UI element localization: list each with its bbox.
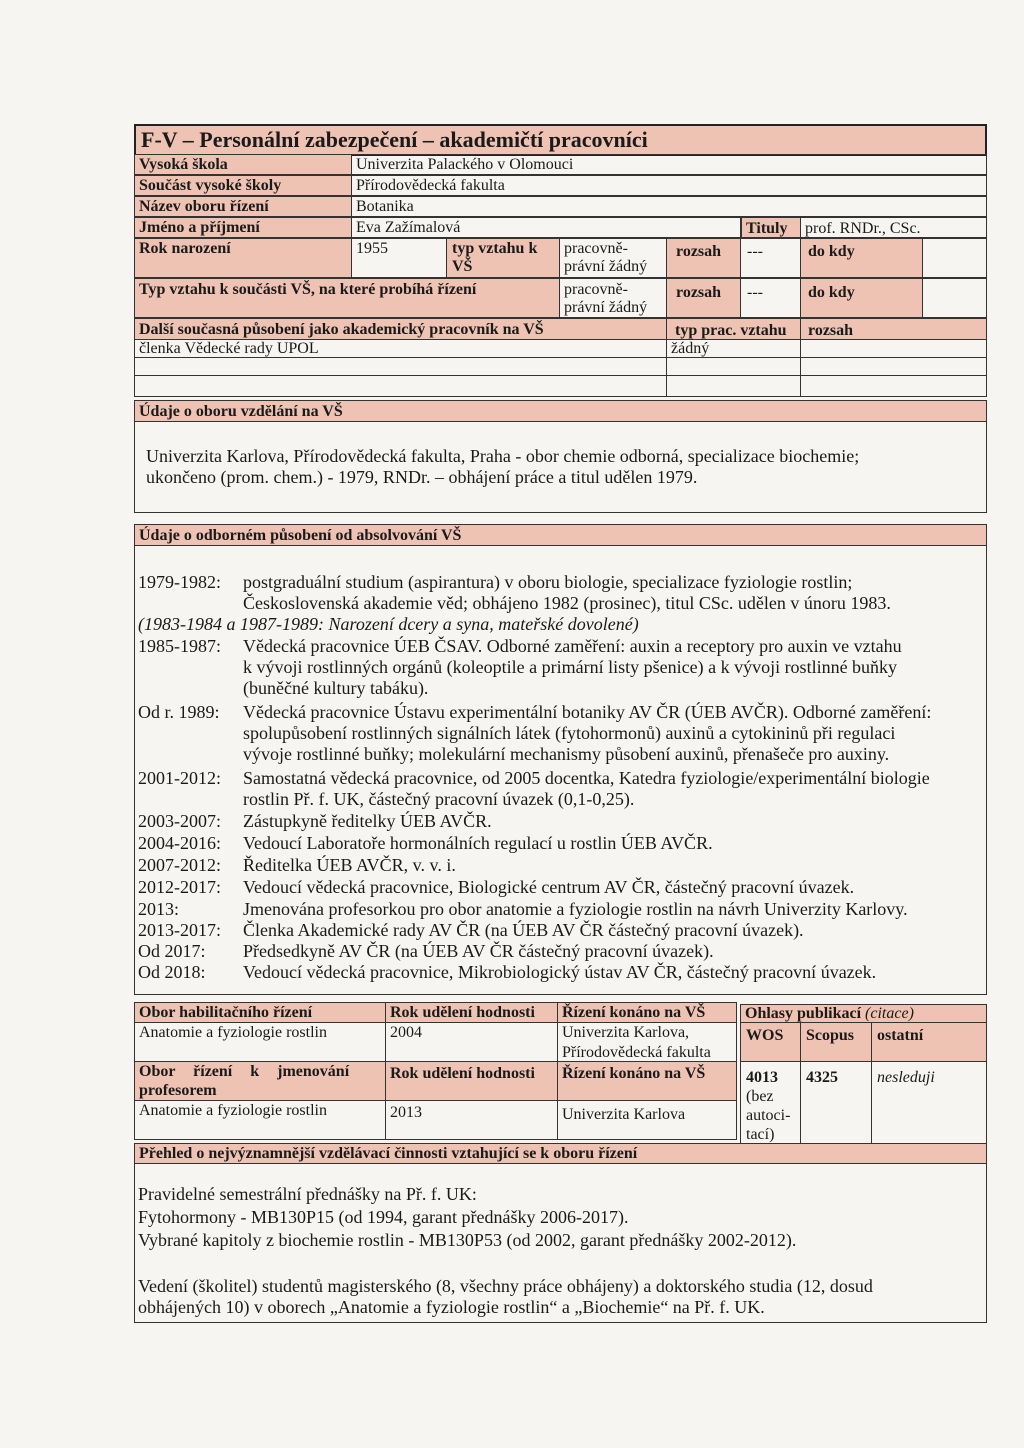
value-soucast: Přírodovědecká fakulta xyxy=(356,177,505,194)
entry-year: 2004-2016: xyxy=(138,833,221,853)
section-title-vzdelani: Údaje o oboru vzdělání na VŠ xyxy=(139,403,343,420)
value-typ-vztahu-vs-2: právní žádný xyxy=(564,258,648,275)
label-rozsah-2: rozsah xyxy=(676,284,722,301)
ohlasy-label-ostatni: ostatní xyxy=(877,1027,924,1044)
label-obor: Název oboru řízení xyxy=(139,198,269,215)
value-rozsah-1: --- xyxy=(747,243,763,260)
label-rozsah-3: rozsah xyxy=(808,322,854,339)
entry-year: 2013-2017: xyxy=(138,920,221,940)
entry-2007 xyxy=(138,855,983,876)
jmen-value-obor: Anatomie a fyziologie rostlin xyxy=(139,1102,327,1119)
entry-text: Jmenována profesorkou pro obor anatomie a fyziologie rostlin na návrh Univerzity Karlovy. xyxy=(243,899,908,919)
entry-text: Samostatná vědecká pracovnice, od 2005 docentka, Katedra fyziologie/experimentální biologie xyxy=(243,768,930,788)
prehled-line-4: Vedení (školitel) studentů magisterského (8, všechny práce obhájeny) a doktorského studia (12, dosud xyxy=(138,1276,873,1296)
hab-value-rok: 2004 xyxy=(390,1024,422,1041)
value-vysoka-skola: Univerzita Palackého v Olomouci xyxy=(356,156,574,173)
label-rozsah-1: rozsah xyxy=(676,243,722,260)
entry-year: 1979-1982: xyxy=(138,572,221,592)
jmen-value-rizeni: Univerzita Karlova xyxy=(562,1106,686,1123)
ohlasy-header-main: Ohlasy publikací xyxy=(745,1005,862,1022)
section-title-prehled: Přehled o nejvýznamnější vzdělávací činnosti vztahující se k oboru řízení xyxy=(139,1145,638,1162)
entry-2004 xyxy=(138,833,983,854)
entry-year: Od r. 1989: xyxy=(138,702,220,722)
value-dalsi: členka Vědecké rady UPOL xyxy=(139,340,319,357)
entry-year: 2007-2012: xyxy=(138,855,221,875)
entry-year: 2001-2012: xyxy=(138,768,221,788)
entry-text: k vývoji rostlinných orgánů (koleoptile a primární listy pšenice) a k vývoji rostlinné buňky xyxy=(243,657,898,677)
row-dalsi-2-b xyxy=(666,357,801,376)
hab-label-obor: Obor habilitačního řízení xyxy=(139,1004,313,1021)
value-typ-prac: žádný xyxy=(671,340,710,357)
value-cell-obor xyxy=(351,196,987,217)
label-soucast: Součást vysoké školy xyxy=(139,177,282,194)
jmen-label-obor-2: profesorem xyxy=(139,1082,217,1099)
ohlasy-label-scopus: Scopus xyxy=(806,1027,855,1044)
entry-2013 xyxy=(138,899,983,920)
entry-text: rostlin Př. f. UK, částečný pracovní úvazek (0,1-0,25). xyxy=(243,789,635,809)
entry-text: Vědecká pracovnice ÚEB ČSAV. Odborné zaměření: auxin a receptory pro auxin ve vztahu xyxy=(243,636,902,656)
ohlasy-note-wos-3: tací) xyxy=(746,1126,775,1143)
label-vysoka-skola: Vysoká škola xyxy=(139,156,228,173)
entry-text: postgraduální studium (aspirantura) v oboru biologie, specializace fyziologie rostlin; xyxy=(243,572,853,592)
value-tituly: prof. RNDr., CSc. xyxy=(805,220,921,237)
entry-2013-2017 xyxy=(138,920,983,941)
section-title-pusobeni: Údaje o odborném působení od absolvování VŠ xyxy=(139,527,462,544)
vzdelani-line-2: ukončeno (prom. chem.) - 1979, RNDr. – obhájení práce a titul udělen 1979. xyxy=(146,467,698,487)
ohlasy-value-ostatni: nesleduji xyxy=(877,1069,935,1086)
entry-year: Od 2018: xyxy=(138,962,206,982)
entry-text: Vědecká pracovnice Ústavu experimentální botaniky AV ČR (ÚEB AVČR). Odborné zaměření: xyxy=(243,702,932,722)
row-dalsi-2-c xyxy=(800,357,987,376)
entry-text: vývoje rostlinné buňky; molekulární mechanismy působení auxinů, přenašeče pro auxiny. xyxy=(243,744,890,764)
ohlasy-value-wos: 4013 xyxy=(746,1069,778,1086)
jmen-label-rok: Rok udělení hodnosti xyxy=(390,1065,535,1082)
form-title: F-V – Personální zabezpečení – akademičtí pracovníci xyxy=(141,127,648,152)
entry-2003 xyxy=(138,811,983,832)
entry-2001 xyxy=(138,768,983,810)
ohlasy-note-wos-2: autoci- xyxy=(746,1107,791,1124)
value-typ-vztahu-soucast-2: právní žádný xyxy=(564,299,648,316)
row-dalsi-1-c xyxy=(800,339,987,358)
entry-text: Předsedkyně AV ČR (na ÚEB AV ČR částečný pracovní úvazek). xyxy=(243,941,714,961)
maternity-note: (1983-1984 a 1987-1989: Narození dcery a syna, mateřské dovolené) xyxy=(138,614,639,634)
label-typ-vztahu-vs-2: VŠ xyxy=(452,258,473,275)
vzdelani-line-1: Univerzita Karlova, Přírodovědecká fakulta, Praha - obor chemie odborná, specializace biochemie; xyxy=(146,446,860,466)
ohlasy-value-scopus: 4325 xyxy=(806,1069,838,1086)
value-obor: Botanika xyxy=(356,198,414,215)
label-typ-vztahu-vs-1: typ vztahu k xyxy=(452,240,538,257)
entry-od-2018 xyxy=(138,962,983,983)
hab-label-rizeni: Řízení konáno na VŠ xyxy=(562,1004,706,1021)
entry-text: Členka Akademické rady AV ČR (na ÚEB AV ČR částečný pracovní úvazek). xyxy=(243,920,804,940)
label-jmeno: Jméno a příjmení xyxy=(139,219,260,236)
entry-text: (buněčné kultury tabáku). xyxy=(243,678,429,698)
entry-2012 xyxy=(138,877,983,898)
entry-od-2017 xyxy=(138,941,983,962)
value-cell-do-kdy-1 xyxy=(922,238,987,278)
label-do-kdy-1: do kdy xyxy=(808,243,855,260)
hab-value-rizeni-1: Univerzita Karlova, xyxy=(562,1024,690,1041)
ohlasy-header xyxy=(745,1005,914,1022)
entry-text: Československá akademie věd; obhájeno 1982 (prosinec), titul CSc. udělen v únoru 1983. xyxy=(243,593,891,613)
entry-year: 1985-1987: xyxy=(138,636,221,656)
value-rozsah-2: --- xyxy=(747,284,763,301)
entry-text: Ředitelka ÚEB AVČR, v. v. i. xyxy=(243,855,456,875)
entry-text: Vedoucí vědecká pracovnice, Biologické centrum AV ČR, částečný pracovní úvazek. xyxy=(243,877,855,897)
jmen-value-rok: 2013 xyxy=(390,1104,422,1121)
entry-text: Zástupkyně ředitelky ÚEB AVČR. xyxy=(243,811,492,831)
label-tituly: Tituly xyxy=(746,220,788,237)
entry-year: 2003-2007: xyxy=(138,811,221,831)
ohlasy-note-wos-1: (bez xyxy=(746,1088,774,1105)
jmen-label-obor-1: Obor řízení k jmenování xyxy=(139,1063,350,1080)
label-typ-prac: typ prac. vztahu xyxy=(675,322,787,339)
row-dalsi-3-a xyxy=(134,375,667,397)
value-typ-vztahu-soucast-1: pracovně- xyxy=(564,281,628,298)
entry-1989 xyxy=(138,702,983,765)
prehled-line-5: obhájených 10) v oborech „Anatomie a fyziologie rostlin“ a „Biochemie“ na Př. f. UK. xyxy=(138,1297,765,1317)
row-dalsi-2-a xyxy=(134,357,667,376)
prehled-line-1: Pravidelné semestrální přednášky na Př. f. UK: xyxy=(138,1184,477,1204)
ohlasy-header-sub: (citace) xyxy=(865,1005,914,1022)
jmen-label-rizeni: Řízení konáno na VŠ xyxy=(562,1065,706,1082)
entry-year: Od 2017: xyxy=(138,941,206,961)
entry-1979 xyxy=(138,572,983,614)
hab-label-rok: Rok udělení hodnosti xyxy=(390,1004,535,1021)
prehled-line-3: Vybrané kapitoly z biochemie rostlin - MB130P53 (od 2002, garant přednášky 2002-2012). xyxy=(138,1230,797,1250)
row-dalsi-3-c xyxy=(800,375,987,397)
label-typ-vztahu-soucast: Typ vztahu k součásti VŠ, na které probíhá řízení xyxy=(139,281,477,298)
prehled-line-2: Fytohormony - MB130P15 (od 1994, garant přednášky 2006-2017). xyxy=(138,1207,629,1227)
ohlasy-label-wos: WOS xyxy=(746,1027,784,1044)
value-typ-vztahu-vs-1: pracovně- xyxy=(564,240,628,257)
row-dalsi-3-b xyxy=(666,375,801,397)
label-dalsi: Další současná působení jako akademický pracovník na VŠ xyxy=(139,321,544,338)
label-do-kdy-2: do kdy xyxy=(808,284,855,301)
entry-text: Vedoucí Laboratoře hormonálních regulací u rostlin ÚEB AVČR. xyxy=(243,833,713,853)
entry-year: 2013: xyxy=(138,899,180,919)
hab-value-obor: Anatomie a fyziologie rostlin xyxy=(139,1024,327,1041)
entry-text: Vedoucí vědecká pracovnice, Mikrobiologický ústav AV ČR, částečný pracovní úvazek. xyxy=(243,962,877,982)
entry-text: spolupůsobení rostlinných signálních látek (fytohormonů) auxinů a cytokininů při regulaci xyxy=(243,723,896,743)
entry-year: 2012-2017: xyxy=(138,877,221,897)
value-jmeno: Eva Zažímalová xyxy=(356,219,461,236)
entry-1985 xyxy=(138,636,983,699)
value-rok-narozeni: 1955 xyxy=(356,240,388,257)
value-cell-do-kdy-2 xyxy=(922,278,987,318)
hab-value-rizeni-2: Přírodovědecká fakulta xyxy=(562,1044,711,1061)
label-rok-narozeni: Rok narození xyxy=(139,240,231,257)
